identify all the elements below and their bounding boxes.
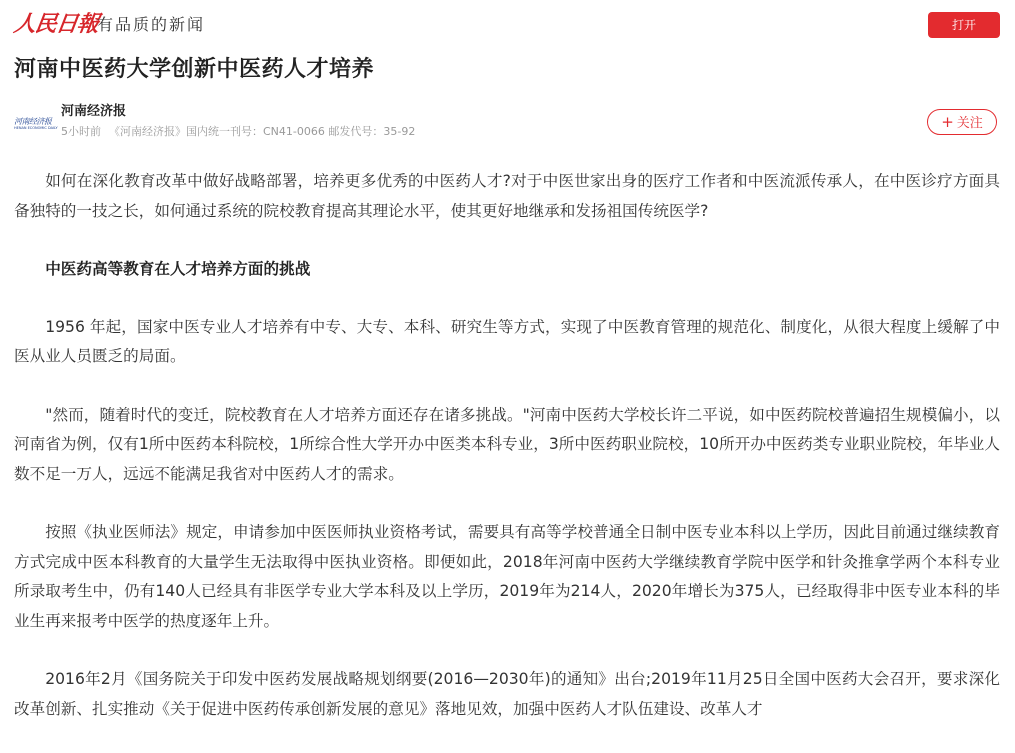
source-logo-english: HENAN ECONOMIC DAILY [14, 126, 58, 130]
section-heading: 中医药高等教育在人才培养方面的挑战 [45, 260, 311, 278]
article-title: 河南中医药大学创新中医药人才培养 [14, 57, 375, 82]
paragraph: 2016年2月《国务院关于印发中医药发展战略规划纲要(2016—2030年)的通知》出台;2019年11月25日全国中医药大会召开，要求深化改革创新、扎实推动《关于促进中医药传承创新发展的意见》落地见效，加强中医药人才队伍建设、改革人才 [14, 670, 1000, 718]
slogan: 有品质的新闻 [97, 15, 206, 34]
follow-label: 关注 [956, 116, 983, 131]
source-logo-text: 河南经济报 [14, 117, 52, 126]
people-daily-logo[interactable]: 人民日報 [12, 11, 100, 37]
plus-icon: + [941, 113, 954, 131]
source-logo[interactable] [14, 113, 58, 135]
article-meta [61, 124, 423, 140]
top-bar [0, 0, 1015, 50]
paragraph: 1956 年起，国家中医专业人才培养有中专、大专、本科、研究生等方式，实现了中医教育管理的规范化、制度化，从很大程度上缓解了中医从业人员匮乏的局面。 [14, 317, 1000, 365]
open-app-button[interactable]: 打开 [928, 12, 1000, 38]
paragraph: 按照《执业医师法》规定，申请参加中医医师执业资格考试，需要具有高等学校普通全日制中医专业本科以上学历，因此目前通过继续教育方式完成中医本科教育的大量学生无法取得中医执业资格。即便如此，2018年河南中医药大学继续教育学院中医学和针灸推拿学两个本科专业所录取考生中，仍有140人已经具有非医学专业大学本科及以上学历，2019年为214人，2020年增长为375人，已经取得非中医专业本科的毕业生再来报考中医学的热度逐年上升。 [14, 523, 1000, 630]
publication-info: 《河南经济报》国内统一刊号：CN41-0066 邮发代号：35-92 [109, 125, 416, 138]
publish-time: 5小时前 [61, 125, 101, 138]
article-body [14, 167, 1000, 753]
paragraph: "然而，随着时代的变迁，院校教育在人才培养方面还存在诸多挑战。"河南中医药大学校长许二平说，如中医药院校普遍招生规模偏小，以河南省为例，仅有1所中医药本科院校，1所综合性大学开办中医类本科专业，3所中医药职业院校，10所开办中医药类专业职业院校，年毕业人数不足一万人，远远不能满足我省对中医药人才的需求。 [14, 405, 1000, 483]
source-name[interactable]: 河南经济报 [61, 104, 127, 119]
follow-button[interactable] [927, 109, 997, 135]
paragraph: 如何在深化教育改革中做好战略部署，培养更多优秀的中医药人才?对于中医世家出身的医疗工作者和中医流派传承人，在中医诊疗方面具备独特的一技之长，如何通过系统的院校教育提高其理论水平，使其更好地继承和发扬祖国传统医学? [14, 172, 1000, 220]
